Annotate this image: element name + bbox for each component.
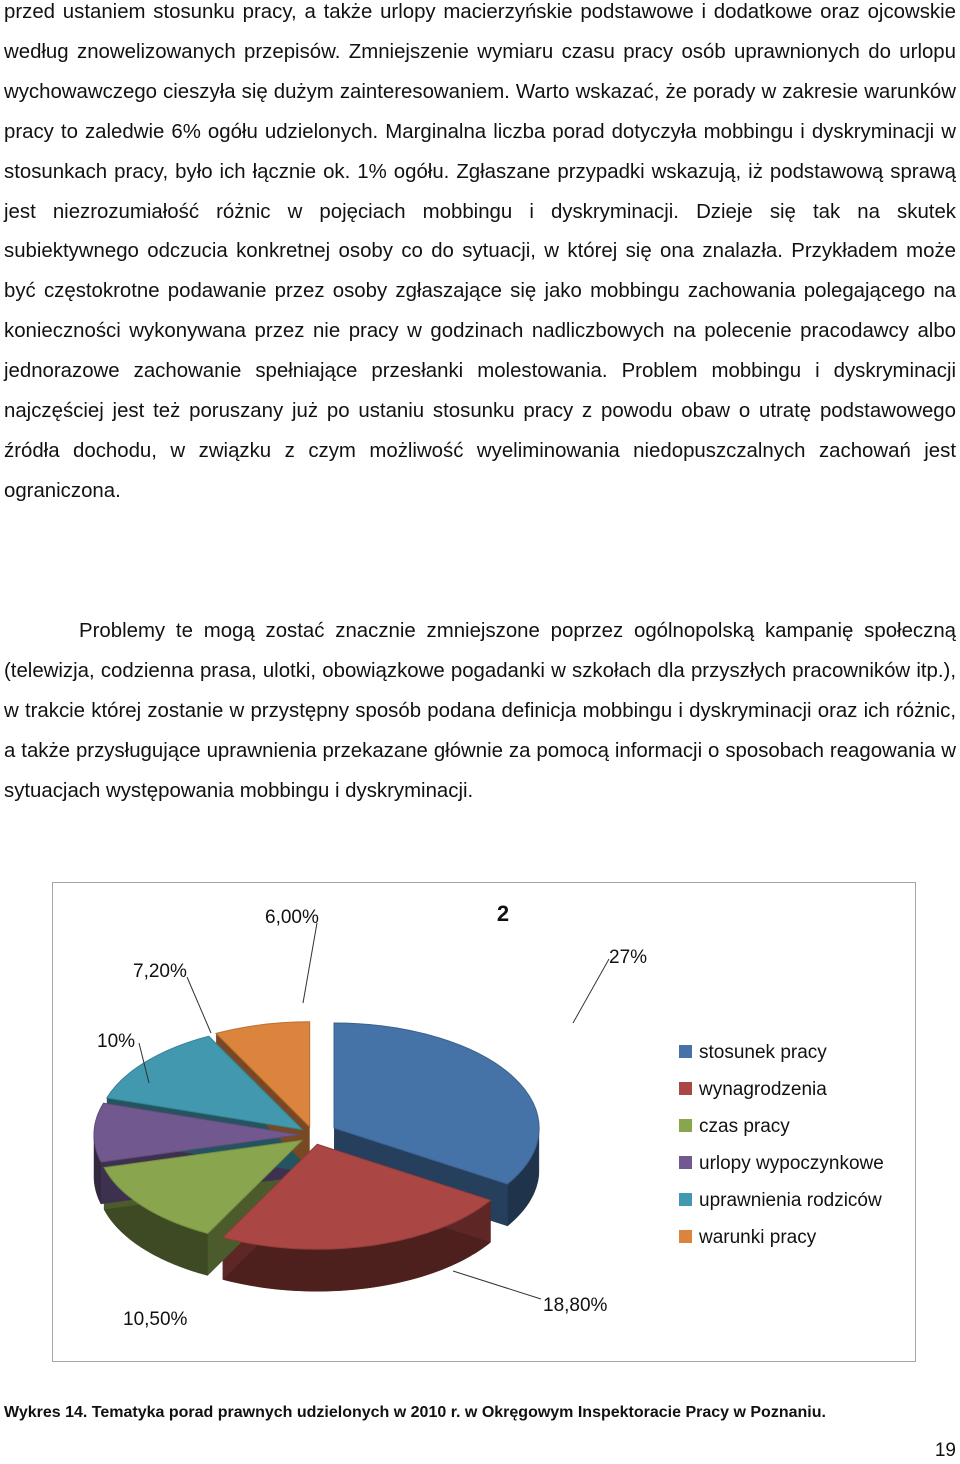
legend-swatch — [679, 1082, 692, 1095]
data-label: 10,50% — [123, 1309, 188, 1330]
pie-chart — [52, 882, 916, 1362]
pie-chart-svg — [53, 883, 917, 1363]
legend-swatch — [679, 1230, 692, 1243]
legend-label: stosunek pracy — [699, 1042, 827, 1063]
legend-swatch — [679, 1119, 692, 1132]
legend-label: wynagrodzenia — [699, 1079, 827, 1100]
leader-line — [303, 923, 317, 1003]
data-label: 7,20% — [133, 961, 187, 982]
data-label: 18,80% — [543, 1295, 608, 1316]
data-label: 6,00% — [265, 907, 319, 928]
legend-label: warunki pracy — [699, 1227, 817, 1248]
leader-line — [453, 1271, 541, 1299]
body-paragraph-2: Problemy te mogą zostać znacznie zmniejszone poprzez ogólnopolską kampanię społeczną (telewizja, codzienna prasa, ulotki, obowiązkowe pogadanki w szkołach dla przyszłych pracowników itp.), w trakcie której zostanie w przystępny sposób podana definicja mobbingu i dyskryminacji oraz ich różnic, a także przysługujące uprawnienia przekazane głównie za pomocą informacji o sposobach reagowania w sytuacjach występowania mobbingu i dyskryminacji. — [4, 620, 956, 802]
body-paragraph-1: przed ustaniem stosunku pracy, a także urlopy macierzyńskie podstawowe i dodatkowe oraz ojcowskie według znowelizowanych przepisów. Zmniejszenie wymiaru czasu pracy osób uprawnionych do urlopu wychowawczego cieszyła się dużym zainteresowaniem. Warto wskazać, że porady w zakresie warunków pracy to zaledwie 6% ogółu udzielonych. Marginalna liczba porad dotyczyła mobbingu i dyskryminacji w stosunkach pracy, było ich łącznie ok. 1% ogółu. Zgłaszane przypadki wskazują, iż podstawową sprawą jest niezrozumiałość różnic w pojęciach mobbingu i dyskryminacji. Dzieje się tak na skutek subiektywnego odczucia konkretnej osoby co do sytuacji, w której się ona znalazła. Przykładem może być częstokrotne podawanie przez osoby zgłaszające się jako mobbingu zachowania polegającego na konieczności wykonywana przez nie pracy w godzinach nadliczbowych na polecenie pracodawcy albo jednorazowe zachowanie spełniające przesłanki molestowania. Problem mobbingu i dyskryminacji najczęściej jest też poruszany już po ustaniu stosunku pracy z powodu obaw o utratę podstawowego źródła dochodu, w związku z czym możliwość wyeliminowania niedopuszczalnych zachowań jest ograniczona. — [4, 1, 956, 502]
leader-line — [187, 977, 211, 1033]
data-label: 27% — [609, 947, 648, 968]
figure-caption: Wykres 14. Tematyka porad prawnych udzielonych w 2010 r. w Okręgowym Inspektoracie Pracy w Poznaniu. — [4, 1404, 826, 1421]
legend-label: urlopy wypoczynkowe — [699, 1153, 884, 1174]
legend-swatch — [679, 1045, 692, 1058]
chart-title: 2 — [496, 901, 510, 926]
data-label: 10% — [97, 1031, 136, 1052]
page-number: 19 — [934, 1440, 956, 1461]
legend-swatch — [679, 1193, 692, 1206]
legend-label: czas pracy — [699, 1116, 790, 1137]
legend-label: uprawnienia rodziców — [699, 1190, 882, 1211]
legend-swatch — [679, 1156, 692, 1169]
leader-line — [573, 959, 609, 1023]
